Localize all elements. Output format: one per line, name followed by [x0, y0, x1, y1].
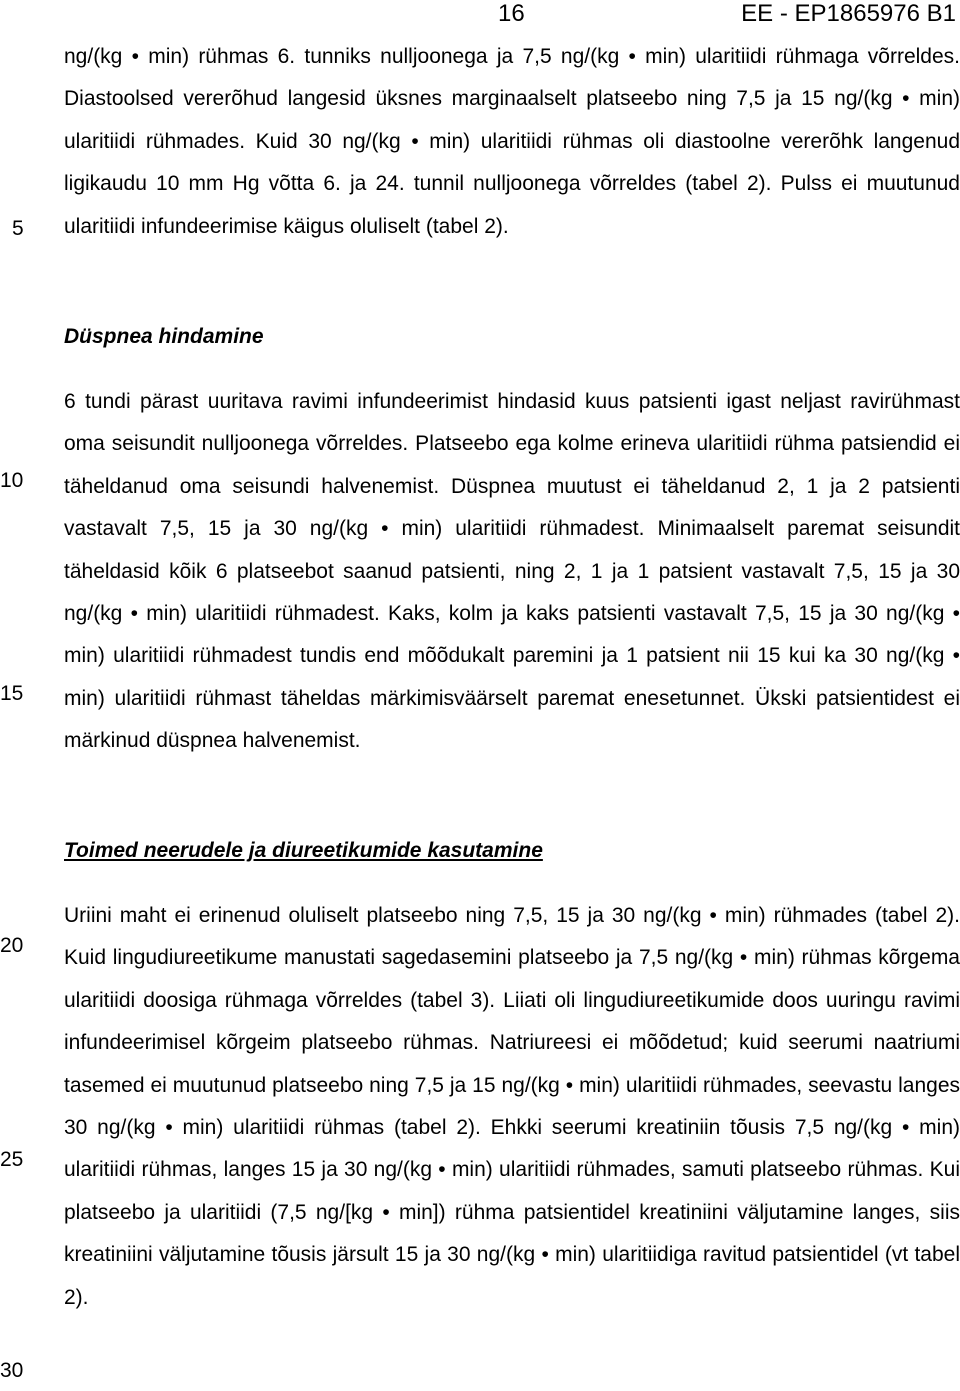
dyspnea-paragraph: 6 tundi pärast uuritava ravimi infundeerimist hindasid kuus patsienti igast neljast ravirühmast oma seisundit nulljoonega võrreldes. Platseebo ega kolme erineva ularitiidi rühma patsiendid ei täheldanud oma seisundi halvenemist. Düspnea muutust ei täheldanud 2, 1 ja 2 patsienti vastavalt 7,5, 15 ja 30 ng/(kg • min) ularitiidi rühmadest. Minimaalselt paremat seisundit täheldasid kõik 6 platseebot saanud patsienti, ning 2, 1 ja 1 patsient vastavalt 7,5, 15 ja 30 ng/(kg • min) ularitiidi rühmadest. Kaks, kolm ja kaks patsienti vastavalt 7,5, 15 ja 30 ng/(kg • min) ularitiidi rühmadest tundis end mõõdukalt paremini ja 1 patsient nii 15 kui ka 30 ng/(kg • min) ularitiidi rühmast täheldas märkimisväärselt paremat enesetunnet. Ükski patsientidest ei märkinud düspnea halvenemist. — [64, 390, 960, 753]
line-number-30: 30 — [0, 1359, 24, 1382]
page-number: 16 — [498, 0, 525, 27]
line-number-25: 25 — [0, 1148, 24, 1171]
intro-paragraph: ng/(kg • min) rühmas 6. tunniks nulljoonega ja 7,5 ng/(kg • min) ularitiidi rühmaga võrreldes. Diastoolsed vererõhud langesid üksnes marginaalselt platseebo ning 7,5 ja 15 ng/(kg • min) ularitiidi rühmades. Kuid 30 ng/(kg • min) ularitiidi rühmas oli diastoolne vererõhk langenud ligikaudu 10 mm Hg võtta 6. ja 24. tunnil nulljoonega võrreldes (tabel 2). Pulss ei muutunud ularitiidi infundeerimise käigus oluliselt (tabel 2). — [64, 45, 960, 238]
line-number-5: 5 — [12, 217, 24, 240]
kidney-paragraph: Uriini maht ei erinenud oluliselt platseebo ning 7,5, 15 ja 30 ng/(kg • min) rühmades (tabel 2). Kuid lingudiureetikume manustati sagedasemini platseebo ja 7,5 ng/(kg • min) rühmas kõrgema ularitiidi doosiga rühmaga võrreldes (tabel 3). Liiati oli lingudiureetikumide doos uuringu ravimi infundeerimisel kõrgeim platseebo rühmas. Natriureesi ei mõõdetud; kuid seerumi naatriumi tasemed ei muutunud platseebo ning 7,5 ja 15 ng/(kg • min) ularitiidi rühmades, seevastu langes 30 ng/(kg • min) ularitiidi rühmas (tabel 2). Ehkki seerumi kreatiniin tõusis 7,5 ng/(kg • min) ularitiidi rühmas, langes 15 ja 30 ng/(kg • min) ularitiidi rühmades, samuti platseebo rühmas. Kui platseebo ja ularitiidi (7,5 ng/[kg • min]) rühma patsientidel kreatiniini väljutamine langes, siis kreatiniini väljutamine tõusis järsult 15 ja 30 ng/(kg • min) ularitiidiga ravitud patsientidel (vt tabel 2). — [64, 904, 960, 1309]
dyspnea-heading: Düspnea hindamine — [64, 325, 264, 348]
line-number-20: 20 — [0, 934, 24, 957]
document-id: EE - EP1865976 B1 — [741, 0, 956, 27]
kidney-heading: Toimed neerudele ja diureetikumide kasutamine — [64, 839, 543, 862]
line-number-10: 10 — [0, 469, 24, 492]
line-number-15: 15 — [0, 682, 24, 705]
